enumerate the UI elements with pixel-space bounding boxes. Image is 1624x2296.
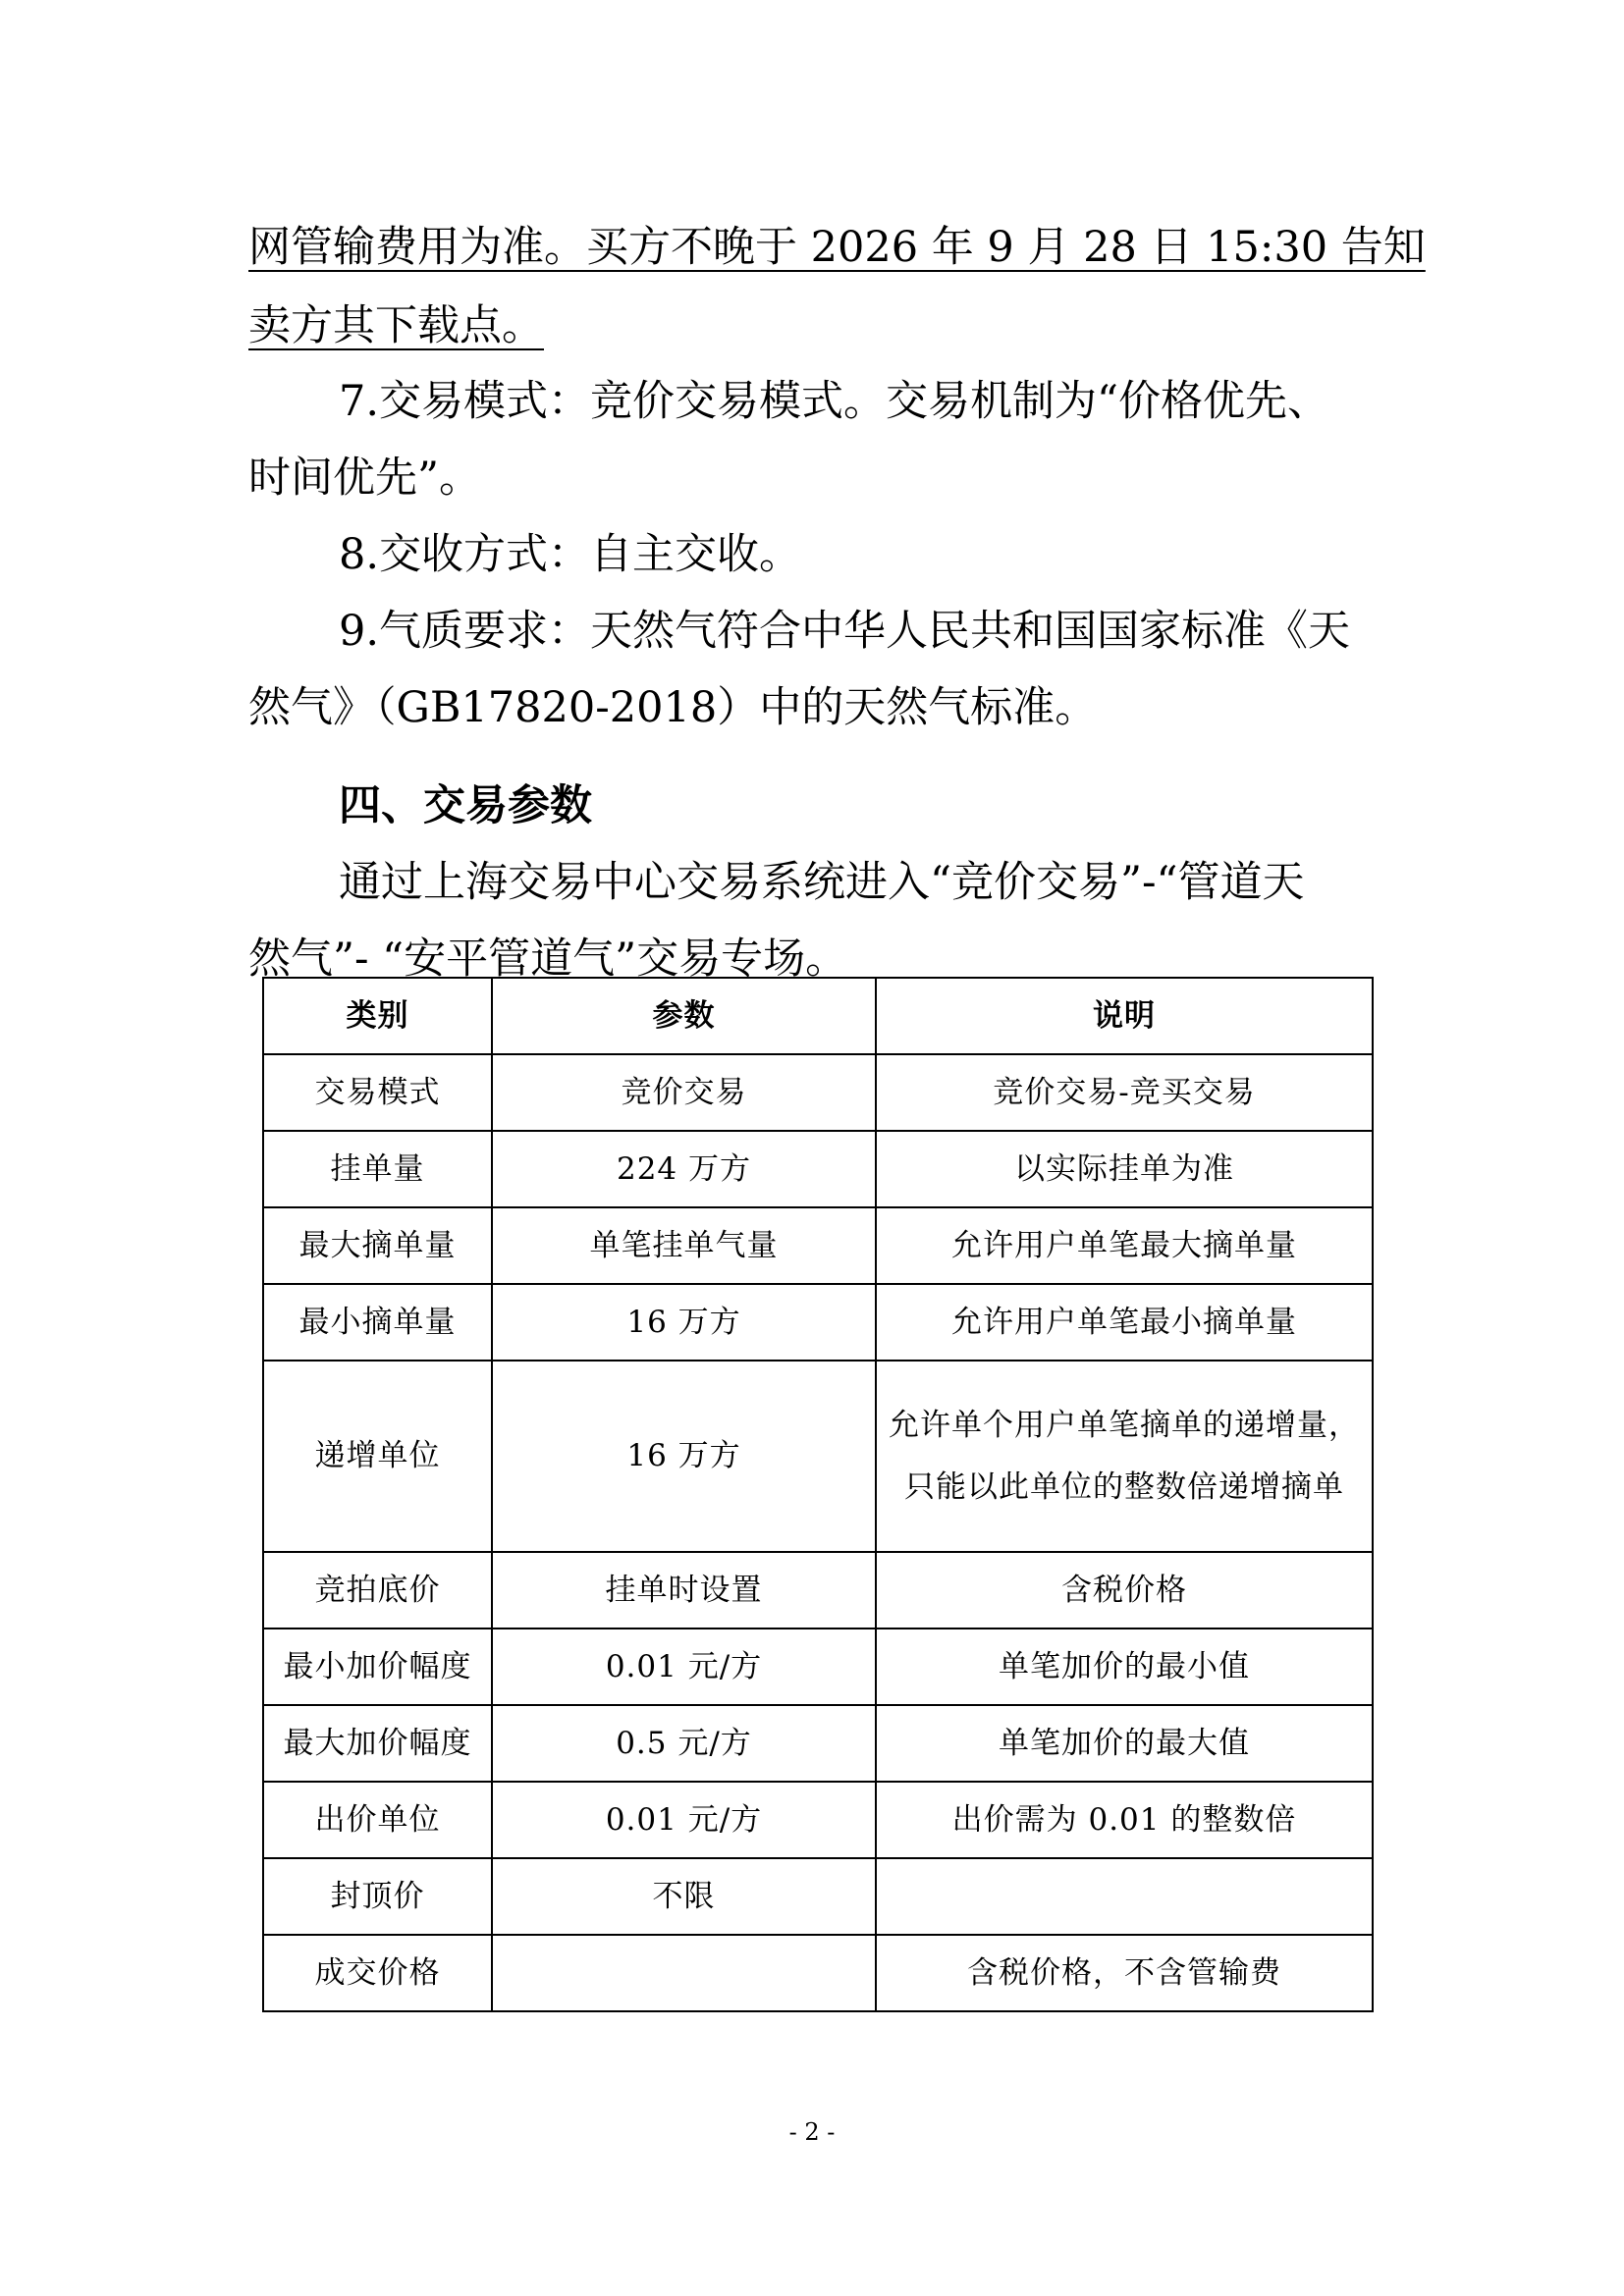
cell-category: 封顶价: [263, 1858, 492, 1935]
cell-category: 出价单位: [263, 1782, 492, 1858]
page-number: - 2 -: [788, 2118, 836, 2146]
table-row: [263, 1629, 1373, 1705]
trade-parameters-table: [262, 977, 1374, 2012]
cell-parameter: 0.01 元/方: [492, 1629, 876, 1705]
header-category: 类别: [263, 978, 492, 1054]
cell-description: 含税价格，不含管输费: [876, 1935, 1373, 2011]
item-7-continuation: 时间优先”。: [248, 454, 481, 503]
cell-category: 最小摘单量: [263, 1284, 492, 1361]
cell-parameter: 单笔挂单气量: [492, 1207, 876, 1284]
cell-parameter: [492, 1935, 876, 2011]
item-9-continuation: 然气》（GB17820-2018）中的天然气标准。: [248, 683, 1098, 732]
table-row: [263, 1705, 1373, 1782]
cell-description: 允许单个用户单笔摘单的递增量，只能以此单位的整数倍递增摘单: [876, 1361, 1373, 1552]
table-header-row: [263, 978, 1373, 1054]
cell-description: [876, 1858, 1373, 1935]
cell-description: 以实际挂单为准: [876, 1131, 1373, 1207]
cell-parameter: 16 万方: [492, 1361, 876, 1552]
cell-category: 成交价格: [263, 1935, 492, 2011]
cell-category: 挂单量: [263, 1131, 492, 1207]
cell-description: 含税价格: [876, 1552, 1373, 1629]
table-row: [263, 1054, 1373, 1131]
item-7-trade-mode: 7.交易模式：竞价交易模式。交易机制为“价格优先、: [339, 377, 1330, 426]
table-row: [263, 1858, 1373, 1935]
cell-parameter: 0.01 元/方: [492, 1782, 876, 1858]
section-heading: 四、交易参数: [339, 781, 592, 830]
table-row: [263, 1361, 1373, 1552]
cell-category: 交易模式: [263, 1054, 492, 1131]
cell-parameter: 挂单时设置: [492, 1552, 876, 1629]
header-description: 说明: [876, 978, 1373, 1054]
cell-parameter: 不限: [492, 1858, 876, 1935]
table-row: [263, 1552, 1373, 1629]
paragraph-line-1: 网管输费用为准。买方不晚于 2026 年 9 月 28 日 15:30 告知: [248, 223, 1426, 272]
cell-description: 允许用户单笔最大摘单量: [876, 1207, 1373, 1284]
cell-category: 最大摘单量: [263, 1207, 492, 1284]
item-8-delivery-method: 8.交收方式：自主交收。: [339, 530, 802, 579]
cell-parameter: 224 万方: [492, 1131, 876, 1207]
section-intro-continuation: 然气”- “安平管道气”交易专场。: [248, 934, 848, 984]
cell-description: 单笔加价的最小值: [876, 1629, 1373, 1705]
table-row: [263, 1935, 1373, 2011]
cell-description: 竞价交易-竞买交易: [876, 1054, 1373, 1131]
cell-parameter: 竞价交易: [492, 1054, 876, 1131]
table-row: [263, 1131, 1373, 1207]
table-row: [263, 1284, 1373, 1361]
header-parameter: 参数: [492, 978, 876, 1054]
cell-category: 竞拍底价: [263, 1552, 492, 1629]
item-9-gas-quality: 9.气质要求：天然气符合中华人民共和国国家标准《天: [339, 607, 1351, 656]
section-intro: 通过上海交易中心交易系统进入“竞价交易”-“管道天: [339, 858, 1305, 907]
table-row: [263, 1782, 1373, 1858]
cell-description: 单笔加价的最大值: [876, 1705, 1373, 1782]
cell-category: 最大加价幅度: [263, 1705, 492, 1782]
cell-parameter: 0.5 元/方: [492, 1705, 876, 1782]
cell-description: 允许用户单笔最小摘单量: [876, 1284, 1373, 1361]
paragraph-line-2: 卖方其下载点。: [248, 301, 544, 350]
cell-category: 递增单位: [263, 1361, 492, 1552]
cell-description: 出价需为 0.01 的整数倍: [876, 1782, 1373, 1858]
cell-parameter: 16 万方: [492, 1284, 876, 1361]
cell-category: 最小加价幅度: [263, 1629, 492, 1705]
table-row: [263, 1207, 1373, 1284]
